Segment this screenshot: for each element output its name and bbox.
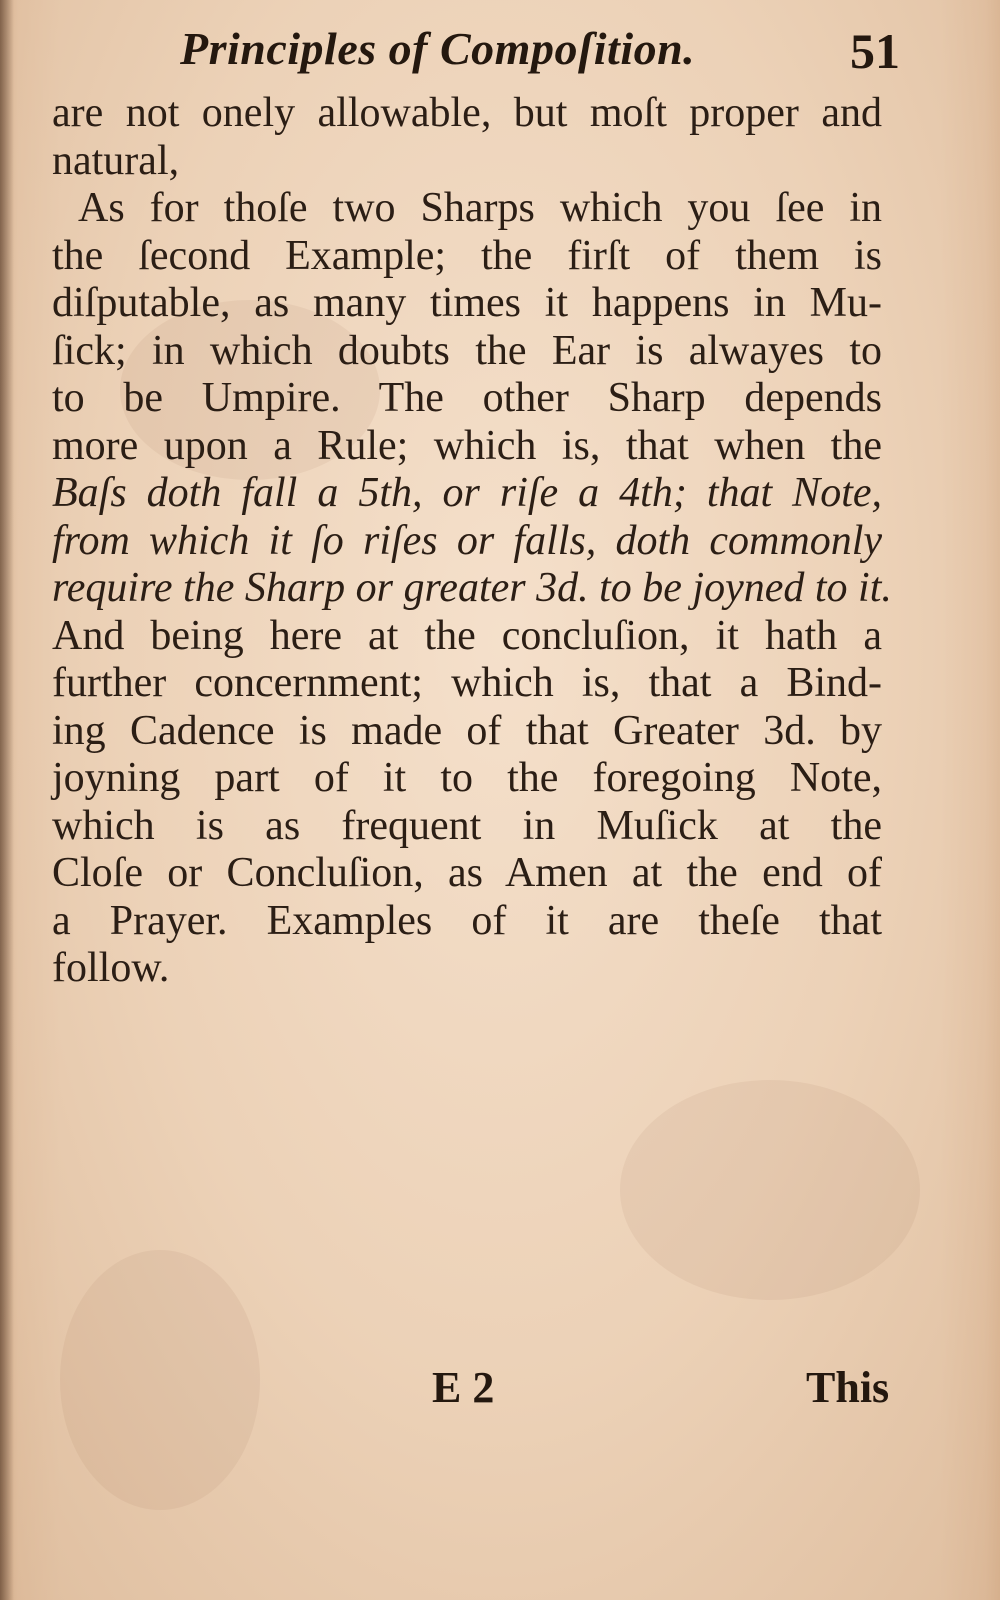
signature-mark: E 2 bbox=[432, 1363, 495, 1412]
text-line: more upon a Rule; which is, that when the bbox=[52, 422, 882, 469]
italic-text-line: Baſs doth fall a 5th, or riſe a 4th; that Note, bbox=[52, 470, 882, 516]
text-line: natural, bbox=[52, 137, 180, 184]
text-line: And being here at the concluſion, it hath a bbox=[52, 612, 882, 659]
text-line: Cloſe or Concluſion, as Amen at the end of bbox=[52, 850, 882, 896]
gutter-shadow bbox=[0, 0, 14, 1600]
paper-stain bbox=[620, 1080, 920, 1300]
text-line: ſick; in which doubts the Ear is alwayes to bbox=[52, 327, 882, 374]
running-head: Principles of Compoſition. bbox=[180, 23, 696, 74]
text-line: to be Umpire. The other Sharp depends bbox=[52, 375, 882, 421]
text-line: are not onely allowable, but moſt proper and bbox=[52, 90, 882, 136]
text-line: ing Cadence is made of that Greater 3d. by bbox=[52, 707, 882, 754]
page-number: 51 bbox=[850, 23, 900, 79]
italic-text-line: require the Sharp or greater 3d. to be joyned to it. bbox=[52, 565, 892, 611]
text-line: a Prayer. Examples of it are theſe that bbox=[52, 897, 882, 944]
text-line: diſputable, as many times it happens in Mu- bbox=[52, 280, 882, 326]
body-text bbox=[52, 90, 892, 993]
text-line: further concernment; which is, that a Bind- bbox=[52, 660, 882, 706]
catchword: This bbox=[806, 1363, 890, 1412]
text-line: which is as frequent in Muſick at the bbox=[52, 802, 882, 849]
text-line: As for thoſe two Sharps which you ſee in bbox=[78, 185, 882, 231]
page-header bbox=[180, 22, 900, 92]
page-footer bbox=[0, 1362, 1000, 1432]
text-line: joyning part of it to the foregoing Note, bbox=[52, 755, 882, 801]
italic-text-line: from which it ſo riſes or falls, doth commonly bbox=[52, 517, 882, 564]
text-line: the ſecond Example; the firſt of them is bbox=[52, 232, 882, 279]
text-line: follow. bbox=[52, 945, 170, 991]
